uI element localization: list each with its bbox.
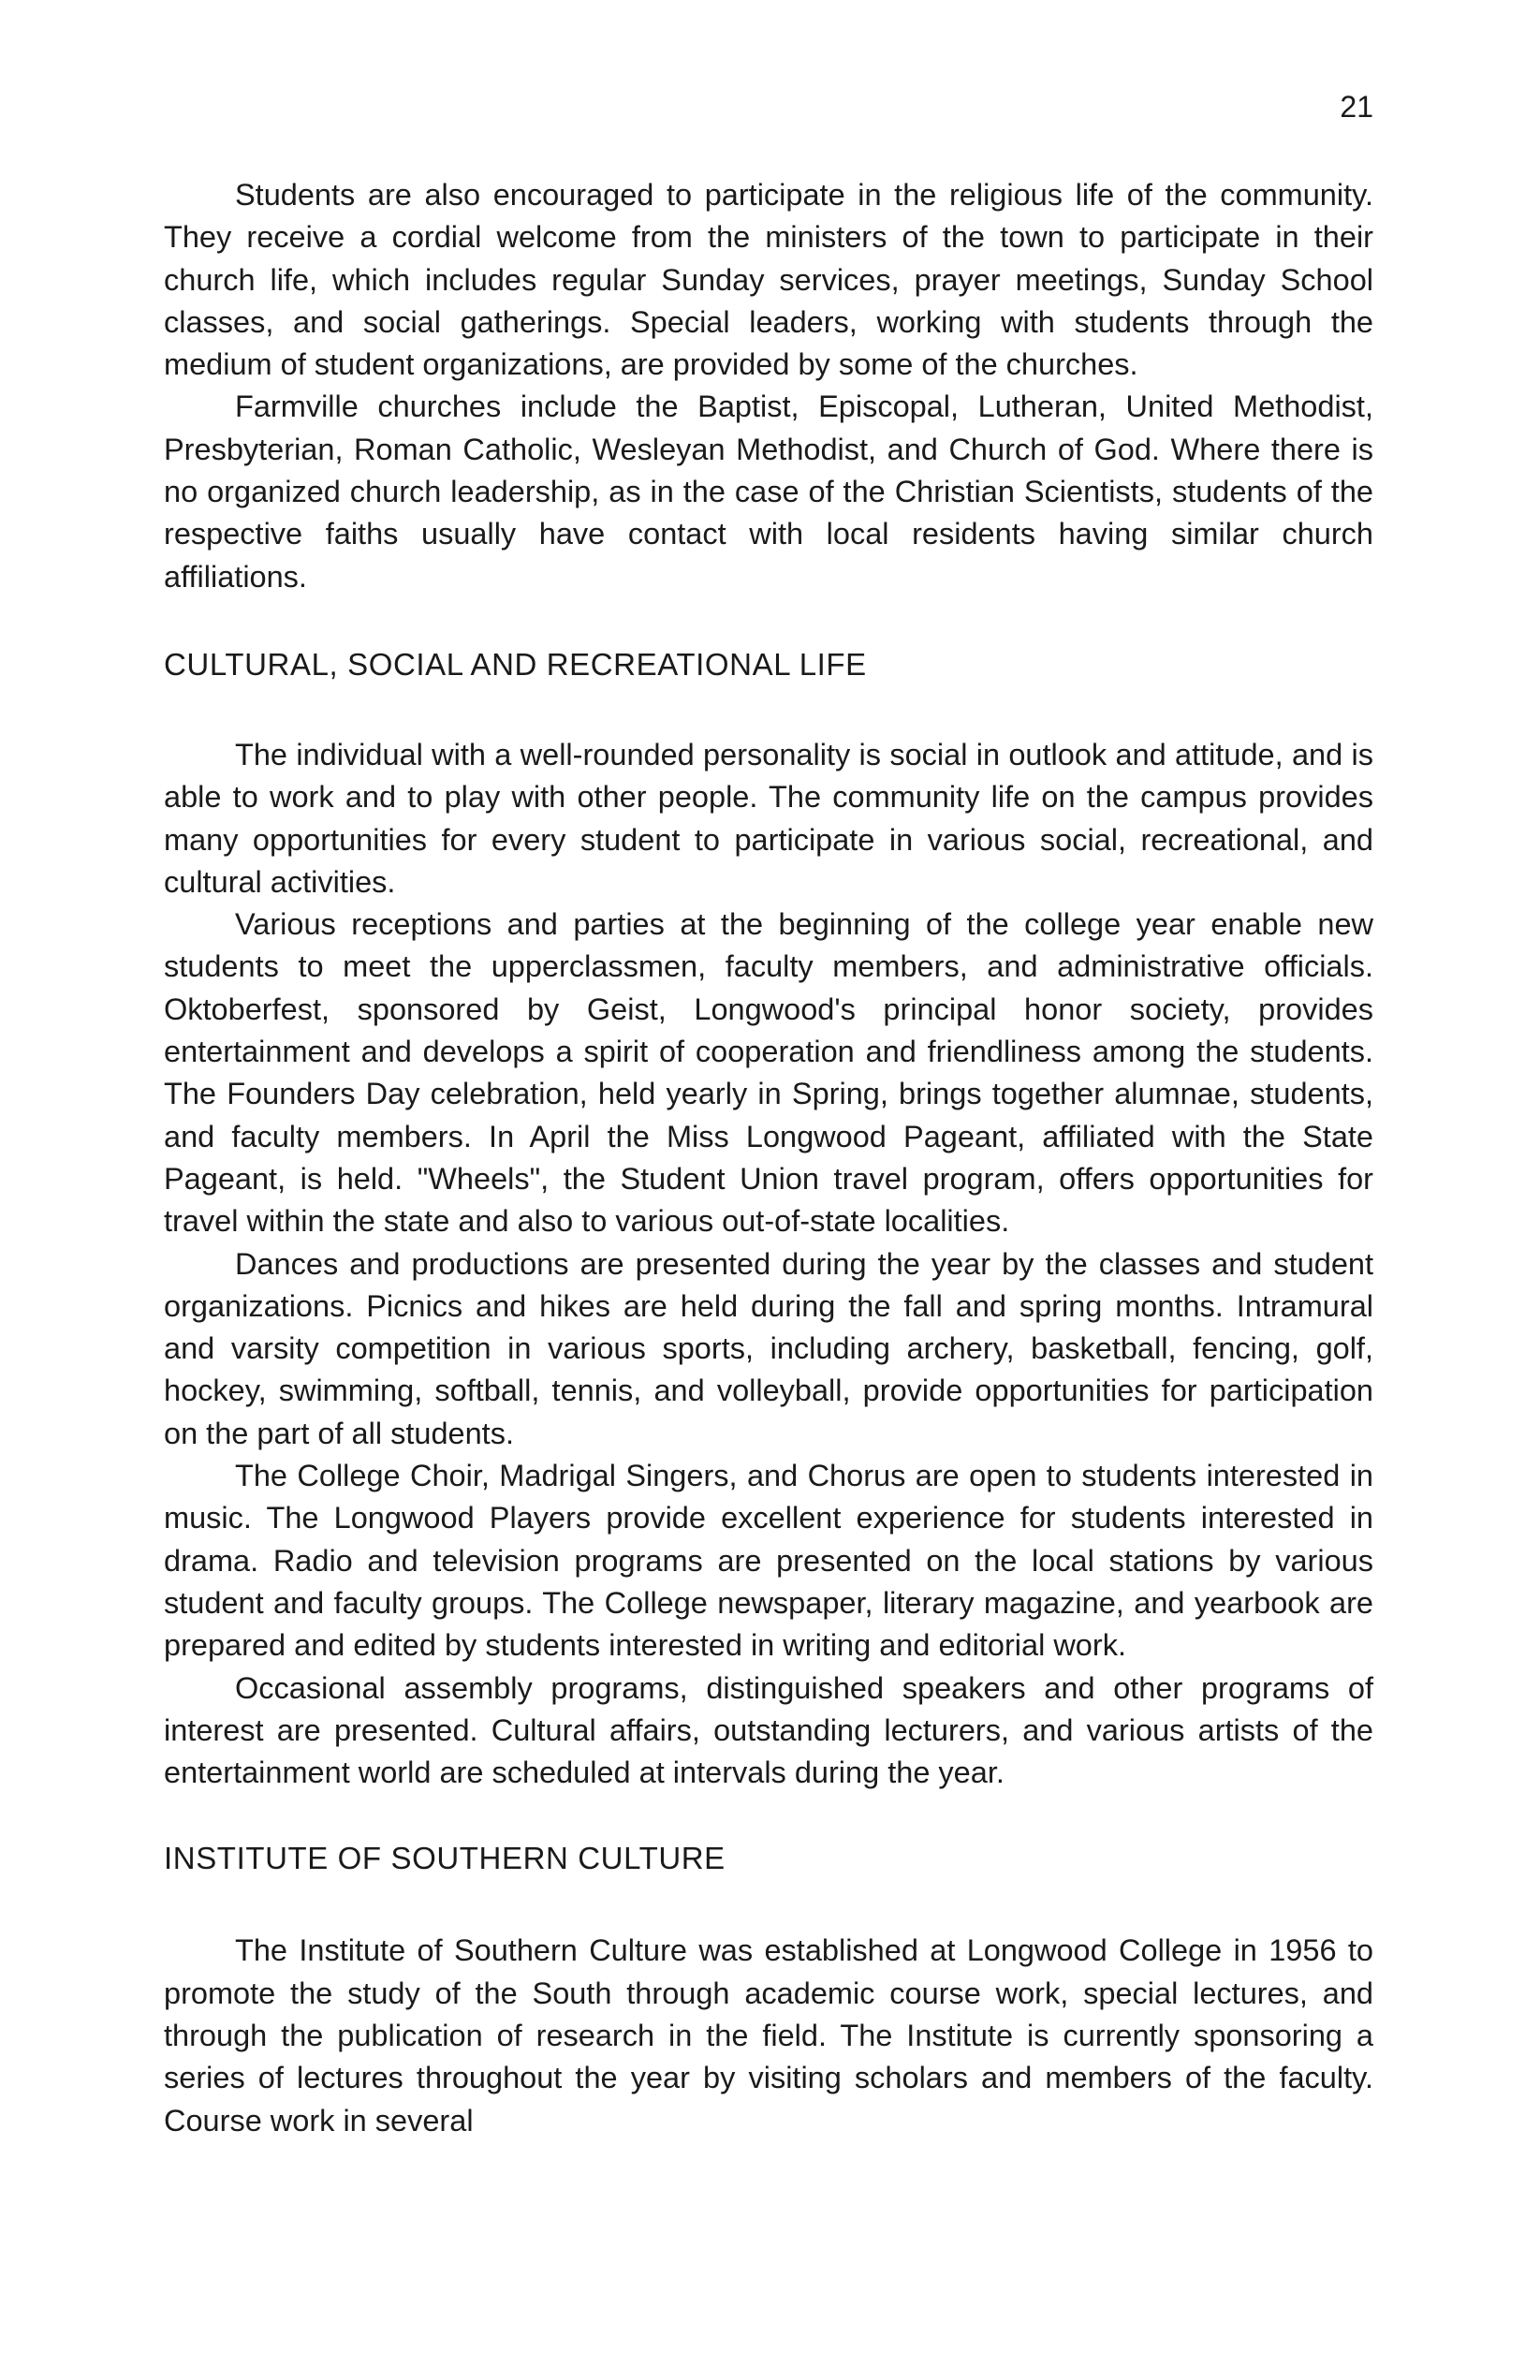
section-heading-cultural: CULTURAL, SOCIAL AND RECREATIONAL LIFE: [164, 646, 867, 682]
paragraph-cultural-3: Dances and productions are presented during the year by the classes and student organizations. Picnics and hikes are held during the fall and spring months. Intramural and varsity competition in various sports, including archery, basketball, fencing, golf, hockey, swimming, softball, tennis, and volleyball, provide opportunities for participation on the part of all students.: [164, 1246, 1373, 1450]
paragraph-cultural-1: The individual with a well-rounded personality is social in outlook and attitude, and is able to work and to play with other people. The community life on the campus provides many opportunities for every student to participate in various social, recreational, and cultural activities.: [164, 737, 1373, 899]
paragraph-institute-1: The Institute of Southern Culture was established at Longwood College in 1956 to promote the study of the South through academic course work, special lectures, and through the publication of research in the field. The Institute is currently sponsoring a series of lectures throughout the year by visiting scholars and members of the faculty. Course work in several: [164, 1933, 1373, 2138]
paragraph-religious-life-1: Students are also encouraged to participate in the religious life of the community. They receive a cordial welcome from the ministers of the town to participate in their church life, which includes regular Sunday services, prayer meetings, Sunday School classes, and social gatherings. Special leaders, working with students through the medium of student organizations, are provided by some of the churches.: [164, 178, 1373, 382]
page-number: 21: [1340, 90, 1373, 124]
paragraph-cultural-2: Various receptions and parties at the beginning of the college year enable new students to meet the upperclassmen, faculty members, and administrative officials. Oktoberfest, sponsored by Geist, Longwood's principal honor society, provides entertainment and develops a spirit of cooperation and friendliness among the students. The Founders Day celebration, held yearly in Spring, brings together alumnae, students, and faculty members. In April the Miss Longwood Pageant, affiliated with the State Pageant, is held. "Wheels", the Student Union travel program, offers opportunities for travel within the state and also to various out-of-state localities.: [164, 907, 1373, 1239]
paragraph-religious-life-2: Farmville churches include the Baptist, Episcopal, Lutheran, United Methodist, Presbyterian, Roman Catholic, Wesleyan Methodist, and Church of God. Where there is no organized church leadership, as in the case of the Christian Scientists, students of the respective faiths usually have contact with local residents having similar church affiliations.: [164, 389, 1373, 594]
paragraph-cultural-5: Occasional assembly programs, distinguished speakers and other programs of interest are presented. Cultural affairs, outstanding lecturers, and various artists of the entertainment world are scheduled at intervals during the year.: [164, 1670, 1373, 1790]
paragraph-cultural-4: The College Choir, Madrigal Singers, and Chorus are open to students interested in music. The Longwood Players provide excellent experience for students interested in drama. Radio and television programs are presented on the local stations by various student and faculty groups. The College newspaper, literary magazine, and yearbook are prepared and edited by students interested in writing and editorial work.: [164, 1459, 1373, 1663]
document-page: [164, 84, 1373, 2142]
section-heading-institute: INSTITUTE OF SOUTHERN CULTURE: [164, 1841, 726, 1876]
